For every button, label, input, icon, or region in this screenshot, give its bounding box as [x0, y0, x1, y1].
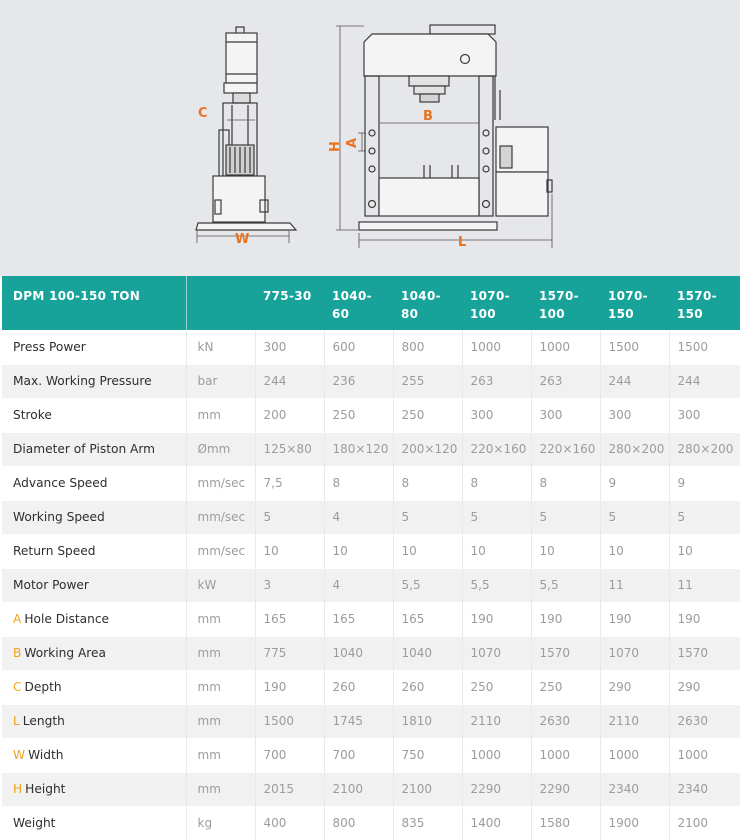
- dimension-label-l: L: [458, 235, 467, 250]
- spec-value: 1040: [324, 636, 393, 670]
- spec-label: [2, 364, 186, 398]
- spec-value: 2100: [669, 806, 740, 840]
- spec-label: [2, 466, 186, 500]
- spec-value: 2015: [255, 772, 324, 806]
- spec-value: 9: [669, 466, 740, 500]
- spec-value: 4: [324, 568, 393, 602]
- table-row: [2, 772, 740, 806]
- table-row: [2, 398, 740, 432]
- spec-value: 800: [324, 806, 393, 840]
- spec-value: 775: [255, 636, 324, 670]
- spec-label: [2, 806, 186, 840]
- spec-label: [2, 636, 186, 670]
- spec-value: 1570: [531, 636, 600, 670]
- spec-value: 10: [255, 534, 324, 568]
- spec-value: 11: [669, 568, 740, 602]
- spec-value: 300: [462, 398, 531, 432]
- dimension-letter: L: [13, 714, 20, 728]
- front-left-column: [365, 76, 379, 216]
- spec-value: 3: [255, 568, 324, 602]
- spec-value: 700: [324, 738, 393, 772]
- spec-value: 244: [255, 364, 324, 398]
- spec-label: [2, 568, 186, 602]
- dimension-letter: B: [13, 646, 22, 660]
- spec-value: 5: [600, 500, 669, 534]
- front-top-beam: [364, 34, 496, 76]
- spec-value: 236: [324, 364, 393, 398]
- unit-header: [186, 276, 255, 330]
- spec-label-text: Motor Power: [13, 578, 89, 592]
- spec-value: 10: [669, 534, 740, 568]
- spec-unit: mm: [186, 772, 255, 806]
- spec-value: 5: [393, 500, 462, 534]
- spec-unit: bar: [186, 364, 255, 398]
- spec-value: 1400: [462, 806, 531, 840]
- spec-value: 2110: [600, 704, 669, 738]
- spec-value: 280×200: [669, 432, 740, 466]
- spec-value: 1000: [531, 330, 600, 364]
- dimension-label-a: A: [345, 137, 360, 148]
- model-header: 1040- 60: [324, 276, 393, 330]
- spec-unit: mm: [186, 738, 255, 772]
- front-right-column: [479, 76, 493, 216]
- dimension-letter: W: [13, 748, 26, 762]
- spec-value: 190: [255, 670, 324, 704]
- spec-value: 125×80: [255, 432, 324, 466]
- spec-value: 2340: [600, 772, 669, 806]
- spec-value: 1000: [531, 738, 600, 772]
- spec-value: 290: [669, 670, 740, 704]
- spec-value: 2100: [393, 772, 462, 806]
- press-technical-drawing: [0, 0, 740, 276]
- spec-label-text: Hole Distance: [24, 612, 110, 626]
- spec-value: 5,5: [393, 568, 462, 602]
- spec-value: 8: [324, 466, 393, 500]
- table-row: [2, 704, 740, 738]
- spec-label-text: Width: [28, 748, 64, 762]
- spec-label-text: Height: [25, 782, 66, 796]
- spec-value: 1000: [600, 738, 669, 772]
- spec-value: 10: [324, 534, 393, 568]
- spec-value: 8: [531, 466, 600, 500]
- spec-value: 1900: [600, 806, 669, 840]
- spec-value: 244: [600, 364, 669, 398]
- dimension-label-b: B: [423, 109, 433, 124]
- spec-value: 244: [669, 364, 740, 398]
- spec-value: 190: [531, 602, 600, 636]
- model-header: 775-30: [255, 276, 324, 330]
- spec-value: 835: [393, 806, 462, 840]
- model-header: 1570- 100: [531, 276, 600, 330]
- spec-value: 220×160: [531, 432, 600, 466]
- spec-label-text: Advance Speed: [13, 476, 108, 490]
- spec-label: [2, 738, 186, 772]
- spec-value: 2100: [324, 772, 393, 806]
- table-row: [2, 466, 740, 500]
- spec-value: 1500: [255, 704, 324, 738]
- spec-value: 1570: [669, 636, 740, 670]
- spec-value: 5: [669, 500, 740, 534]
- spec-value: 1070: [462, 636, 531, 670]
- spec-value: 250: [324, 398, 393, 432]
- side-cylinder: [226, 33, 257, 83]
- specifications-table: [2, 276, 740, 840]
- spec-value: 5,5: [462, 568, 531, 602]
- spec-label-text: Working Speed: [13, 510, 105, 524]
- side-tank: [213, 176, 265, 222]
- spec-unit: mm/sec: [186, 500, 255, 534]
- table-row: [2, 500, 740, 534]
- table-row: [2, 636, 740, 670]
- front-working-table: [379, 178, 479, 216]
- dimension-letter: C: [13, 680, 22, 694]
- spec-label: [2, 534, 186, 568]
- spec-value: 2110: [462, 704, 531, 738]
- spec-value: 190: [462, 602, 531, 636]
- spec-label-text: Return Speed: [13, 544, 96, 558]
- spec-value: 2290: [462, 772, 531, 806]
- spec-value: 300: [531, 398, 600, 432]
- spec-value: 2630: [669, 704, 740, 738]
- spec-value: 5,5: [531, 568, 600, 602]
- spec-value: 1000: [462, 330, 531, 364]
- spec-unit: mm: [186, 398, 255, 432]
- spec-value: 250: [531, 670, 600, 704]
- spec-value: 300: [669, 398, 740, 432]
- table-row: [2, 670, 740, 704]
- spec-value: 800: [393, 330, 462, 364]
- spec-value: 700: [255, 738, 324, 772]
- spec-value: 2630: [531, 704, 600, 738]
- spec-label-text: Length: [22, 714, 65, 728]
- spec-value: 1500: [669, 330, 740, 364]
- spec-label: [2, 602, 186, 636]
- spec-value: 8: [462, 466, 531, 500]
- spec-value: 1000: [669, 738, 740, 772]
- spec-value: 4: [324, 500, 393, 534]
- spec-value: 220×160: [462, 432, 531, 466]
- spec-value: 200×120: [393, 432, 462, 466]
- model-header: 1070- 100: [462, 276, 531, 330]
- spec-label-text: Press Power: [13, 340, 86, 354]
- spec-value: 263: [462, 364, 531, 398]
- spec-value: 2340: [669, 772, 740, 806]
- spec-value: 400: [255, 806, 324, 840]
- spec-value: 180×120: [324, 432, 393, 466]
- spec-value: 5: [255, 500, 324, 534]
- table-row: [2, 602, 740, 636]
- dimension-label-w: W: [235, 232, 250, 247]
- spec-value: 165: [255, 602, 324, 636]
- spec-label: [2, 432, 186, 466]
- spec-value: 5: [531, 500, 600, 534]
- spec-value: 1500: [600, 330, 669, 364]
- spec-label: [2, 772, 186, 806]
- spec-label: [2, 704, 186, 738]
- spec-value: 1745: [324, 704, 393, 738]
- spec-value: 1070: [600, 636, 669, 670]
- spec-label: [2, 500, 186, 534]
- spec-value: 2290: [531, 772, 600, 806]
- spec-value: 10: [531, 534, 600, 568]
- dimension-letter: H: [13, 782, 23, 796]
- model-header: 1570- 150: [669, 276, 740, 330]
- spec-value: 165: [393, 602, 462, 636]
- table-row: [2, 738, 740, 772]
- spec-unit: mm/sec: [186, 466, 255, 500]
- spec-value: 260: [324, 670, 393, 704]
- press-diagram-svg: [0, 0, 740, 276]
- spec-value: 1000: [462, 738, 531, 772]
- dimension-label-h: H: [328, 141, 343, 152]
- spec-label: [2, 398, 186, 432]
- spec-label-text: Diameter of Piston Arm: [13, 442, 156, 456]
- table-row: [2, 534, 740, 568]
- spec-value: 260: [393, 670, 462, 704]
- front-piston: [420, 94, 439, 102]
- spec-value: 750: [393, 738, 462, 772]
- spec-unit: mm: [186, 670, 255, 704]
- side-base: [196, 223, 296, 230]
- spec-value: 300: [255, 330, 324, 364]
- spec-value: 8: [393, 466, 462, 500]
- spec-unit: kN: [186, 330, 255, 364]
- spec-value: 280×200: [600, 432, 669, 466]
- oil-tank: [496, 172, 548, 216]
- spec-value: 300: [600, 398, 669, 432]
- spec-value: 10: [462, 534, 531, 568]
- spec-unit: kg: [186, 806, 255, 840]
- spec-value: 1040: [393, 636, 462, 670]
- model-header: 1040- 80: [393, 276, 462, 330]
- spec-value: 263: [531, 364, 600, 398]
- table-row: [2, 432, 740, 466]
- spec-value: 165: [324, 602, 393, 636]
- table-row: [2, 330, 740, 364]
- table-row: [2, 568, 740, 602]
- spec-unit: mm: [186, 636, 255, 670]
- spec-unit: mm: [186, 704, 255, 738]
- table-header-row: [2, 276, 740, 330]
- spec-value: 600: [324, 330, 393, 364]
- spec-unit: mm/sec: [186, 534, 255, 568]
- spec-label: [2, 330, 186, 364]
- dimension-label-c: C: [198, 106, 208, 121]
- spec-value: 255: [393, 364, 462, 398]
- spec-unit: mm: [186, 602, 255, 636]
- spec-value: 190: [600, 602, 669, 636]
- spec-label-text: Depth: [24, 680, 62, 694]
- table-row: [2, 364, 740, 398]
- spec-value: 11: [600, 568, 669, 602]
- spec-value: 1810: [393, 704, 462, 738]
- spec-label-text: Weight: [13, 816, 56, 831]
- spec-value: 9: [600, 466, 669, 500]
- model-header: 1070- 150: [600, 276, 669, 330]
- spec-label-text: Working Area: [24, 646, 107, 660]
- spec-label-text: Stroke: [13, 408, 52, 422]
- spec-value: 250: [393, 398, 462, 432]
- spec-label-text: Max. Working Pressure: [13, 374, 152, 388]
- spec-value: 1580: [531, 806, 600, 840]
- spec-value: 10: [600, 534, 669, 568]
- table-title: DPM 100-150 TON: [2, 276, 186, 330]
- spec-value: 290: [600, 670, 669, 704]
- table-row: [2, 806, 740, 840]
- spec-value: 200: [255, 398, 324, 432]
- spec-unit: kW: [186, 568, 255, 602]
- spec-value: 10: [393, 534, 462, 568]
- spec-value: 190: [669, 602, 740, 636]
- spec-value: 250: [462, 670, 531, 704]
- spec-value: 7,5: [255, 466, 324, 500]
- front-base: [359, 222, 497, 230]
- dimension-letter: A: [13, 612, 22, 626]
- spec-value: 5: [462, 500, 531, 534]
- spec-unit: Ømm: [186, 432, 255, 466]
- spec-label: [2, 670, 186, 704]
